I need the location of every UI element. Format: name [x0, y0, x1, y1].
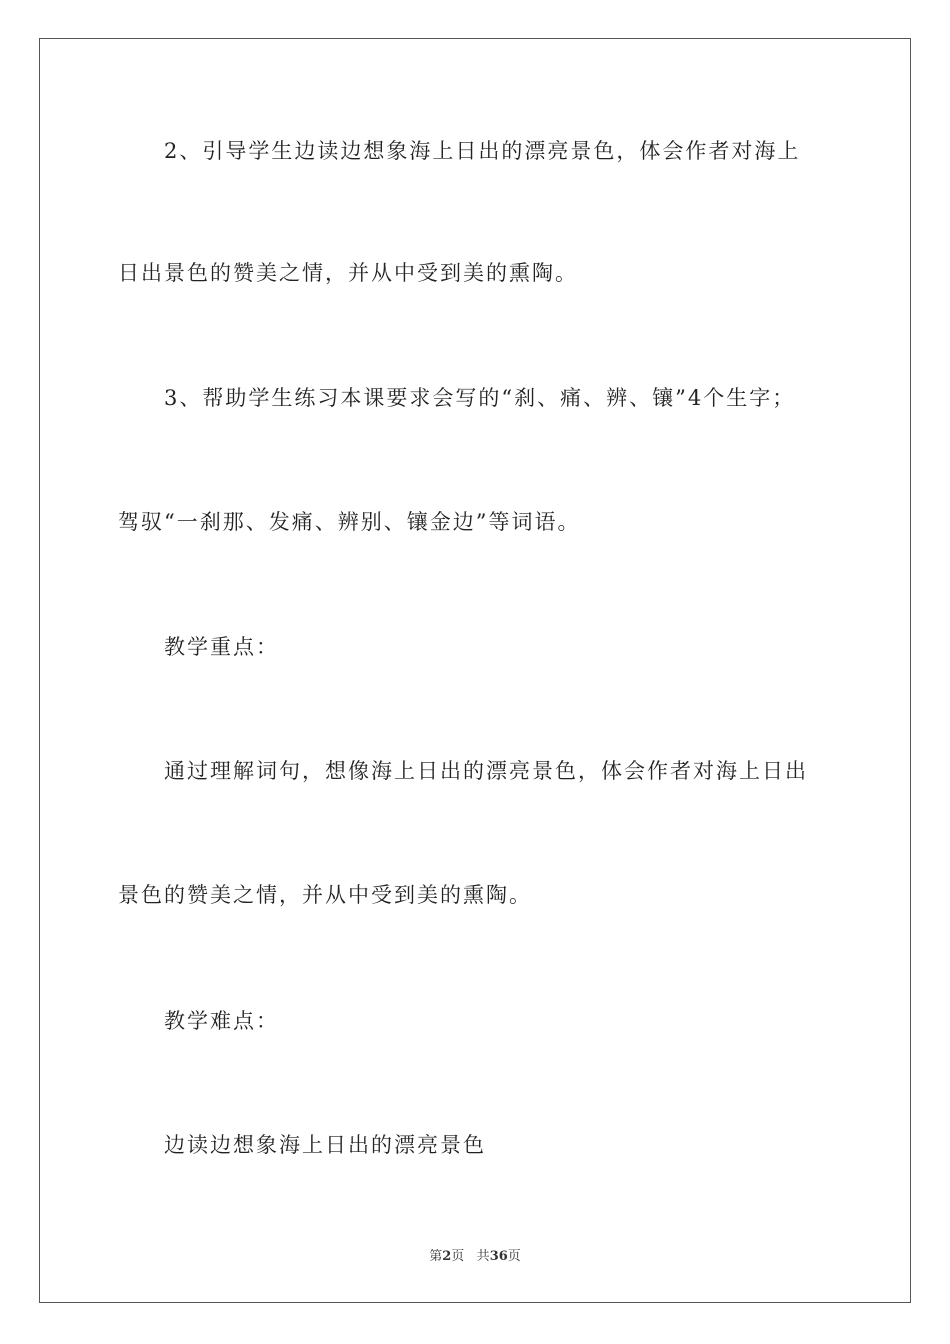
key-point-heading: 教学重点：: [164, 635, 279, 659]
objective-2-line-2: 日出景色的赞美之情，并从中受到美的熏陶。: [118, 261, 578, 285]
total-pages: 36: [489, 1249, 508, 1264]
key-point-line-2: 景色的赞美之情，并从中受到美的熏陶。: [118, 883, 532, 907]
key-point-line-1: 通过理解词句，想像海上日出的漂亮景色，体会作者对海上日出: [164, 759, 808, 783]
page-footer: [0, 1248, 950, 1266]
difficulty-line-1: 边读边想象海上日出的漂亮景色: [164, 1133, 486, 1157]
page-number: 2: [442, 1249, 452, 1264]
page-suffix: 页: [451, 1249, 465, 1264]
objective-2-line-1: 2、引导学生边读边想象海上日出的漂亮景色，体会作者对海上: [164, 139, 801, 163]
objective-3-line-2: 驾驭“一刹那、发痛、辨别、镶金边”等词语。: [118, 510, 581, 534]
total-prefix: 共: [476, 1249, 490, 1264]
page-border: [39, 38, 911, 1303]
page-prefix: 第: [429, 1249, 443, 1264]
difficulty-heading: 教学难点：: [164, 1009, 279, 1033]
objective-3-line-1: 3、帮助学生练习本课要求会写的“刹、痛、辨、镶”4个生字；: [164, 386, 796, 410]
total-suffix: 页: [507, 1249, 521, 1264]
